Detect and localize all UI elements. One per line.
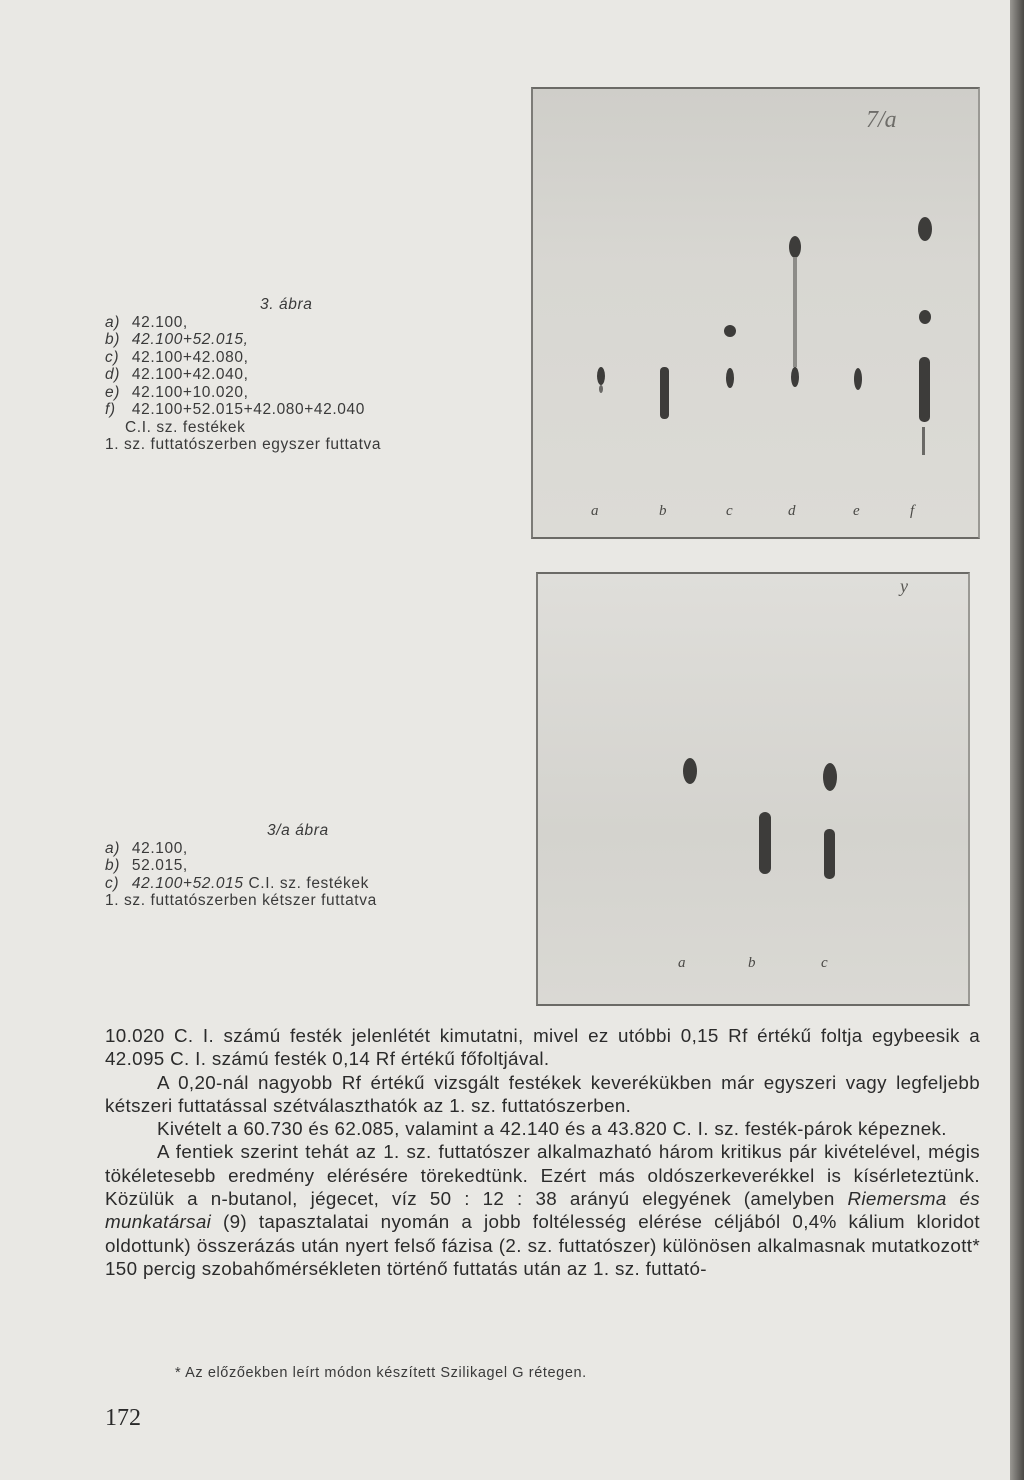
- citation-authors: Riemersma és munkatársai: [105, 1188, 980, 1233]
- figure-1-item-e: e) 42.100+10.020,: [105, 383, 249, 401]
- lane-label-d: d: [788, 503, 796, 519]
- spot-c-main: [726, 368, 734, 388]
- spot-f-tail: [922, 427, 925, 455]
- spot-f-streak: [919, 357, 930, 422]
- figure-2-title: 3/a ábra: [267, 822, 329, 839]
- lane-label-a: a: [591, 503, 599, 519]
- spot-2c-top: [823, 763, 837, 791]
- spot-e-main: [854, 368, 862, 390]
- plate-2-mark: y: [900, 576, 908, 596]
- paragraph-4: A fentiek szerint tehát az 1. sz. futtatószer alkalmazható három kritikus pár kivételével, mégis tökéletesebb eredmény elérésére törekedtünk. Ezért más oldószerkeverékkel is kísérleteztünk. Közülük a n-butanol, jégecet, víz 50 : 12 : 38 arányú elegyének (amelyben Riemersma és munkatársai (9) tapasztalatai nyomán a jobb foltélesség elérése céljából 0,4% kálium kloridot oldottunk) összerázás után nyert felső fázisa (2. sz. futtatószer) különösen alkalmasnak mutatkozott* 150 percig szobahőmérsékleten történő futtatás után az 1. sz. futtató-: [105, 1141, 980, 1279]
- lane-label-2a: a: [678, 955, 686, 971]
- spot-a-tail: [599, 385, 603, 393]
- page-edge: [1010, 0, 1024, 1480]
- lane-label-e: e: [853, 503, 860, 519]
- chromatogram-plate-1-image: [533, 89, 978, 537]
- spot-f-upper: [919, 310, 931, 324]
- spot-d-main: [791, 367, 799, 387]
- page-number: 172: [105, 1405, 141, 1431]
- spot-2c-streak: [824, 829, 835, 879]
- figure-1-item-a: a) 42.100,: [105, 313, 188, 331]
- plate-1-mark: 7/a: [866, 107, 897, 133]
- figure-2-caption: [105, 822, 525, 910]
- spot-d-top: [789, 236, 801, 258]
- spot-d-trail: [793, 257, 797, 367]
- figure-2-item-a: a) 42.100,: [105, 839, 188, 857]
- lane-label-b: b: [659, 503, 667, 519]
- spot-c-upper: [724, 325, 736, 337]
- figure-1-ci-line: C.I. sz. festékek: [125, 418, 246, 436]
- paragraph-2: A 0,20-nál nagyobb Rf értékű vizsgált festékek keverékükben már egyszeri vagy legfeljebb kétszeri futtatással szétválaszthatók az 1. sz. futtatószerben.: [105, 1071, 980, 1116]
- lane-label-c: c: [726, 503, 733, 519]
- figure-1-item-f: f) 42.100+52.015+42.080+42.040: [105, 401, 365, 418]
- paragraph-1: 10.020 C. I. számú festék jelenlétét kimutatni, mivel ez utóbbi 0,15 Rf értékű foltja egybeesik a 42.095 C. I. számú festék 0,14 Rf értékű főfoltjával.: [105, 1025, 980, 1070]
- footnote: * Az előzőekben leírt módon készített Szilikagel G rétegen.: [175, 1365, 587, 1381]
- figure-1-item-c: c) 42.100+42.080,: [105, 348, 249, 366]
- spot-a-main: [597, 367, 605, 385]
- spot-f-top: [918, 217, 932, 241]
- figure-1-item-d: d) 42.100+42.040,: [105, 366, 249, 383]
- lane-label-2c: c: [821, 955, 828, 971]
- spot-2a-main: [683, 758, 697, 784]
- chromatogram-plate-2-image: [538, 574, 968, 1004]
- chromatogram-plate-1: [531, 87, 980, 539]
- figure-2-item-c: c) 42.100+52.015 C.I. sz. festékek: [105, 874, 369, 892]
- spot-2b-streak: [759, 812, 771, 874]
- figure-2-item-b: b) 52.015,: [105, 857, 188, 874]
- body-text: [105, 1024, 980, 1280]
- chromatogram-plate-2: [536, 572, 970, 1006]
- figure-1-title: 3. ábra: [260, 296, 313, 313]
- figure-1-solvent-line: 1. sz. futtatószerben egyszer futtatva: [105, 436, 382, 453]
- figure-1-caption: [105, 296, 525, 454]
- figure-1-item-b: b) 42.100+52.015,: [105, 331, 249, 348]
- figure-2-solvent-line: 1. sz. futtatószerben kétszer futtatva: [105, 892, 377, 909]
- spot-b-streak: [660, 367, 669, 419]
- lane-label-f: f: [910, 503, 915, 519]
- paragraph-3: Kivételt a 60.730 és 62.085, valamint a 42.140 és a 43.820 C. I. sz. festék-párok képeznek.: [157, 1118, 947, 1140]
- lane-label-2b: b: [748, 955, 756, 971]
